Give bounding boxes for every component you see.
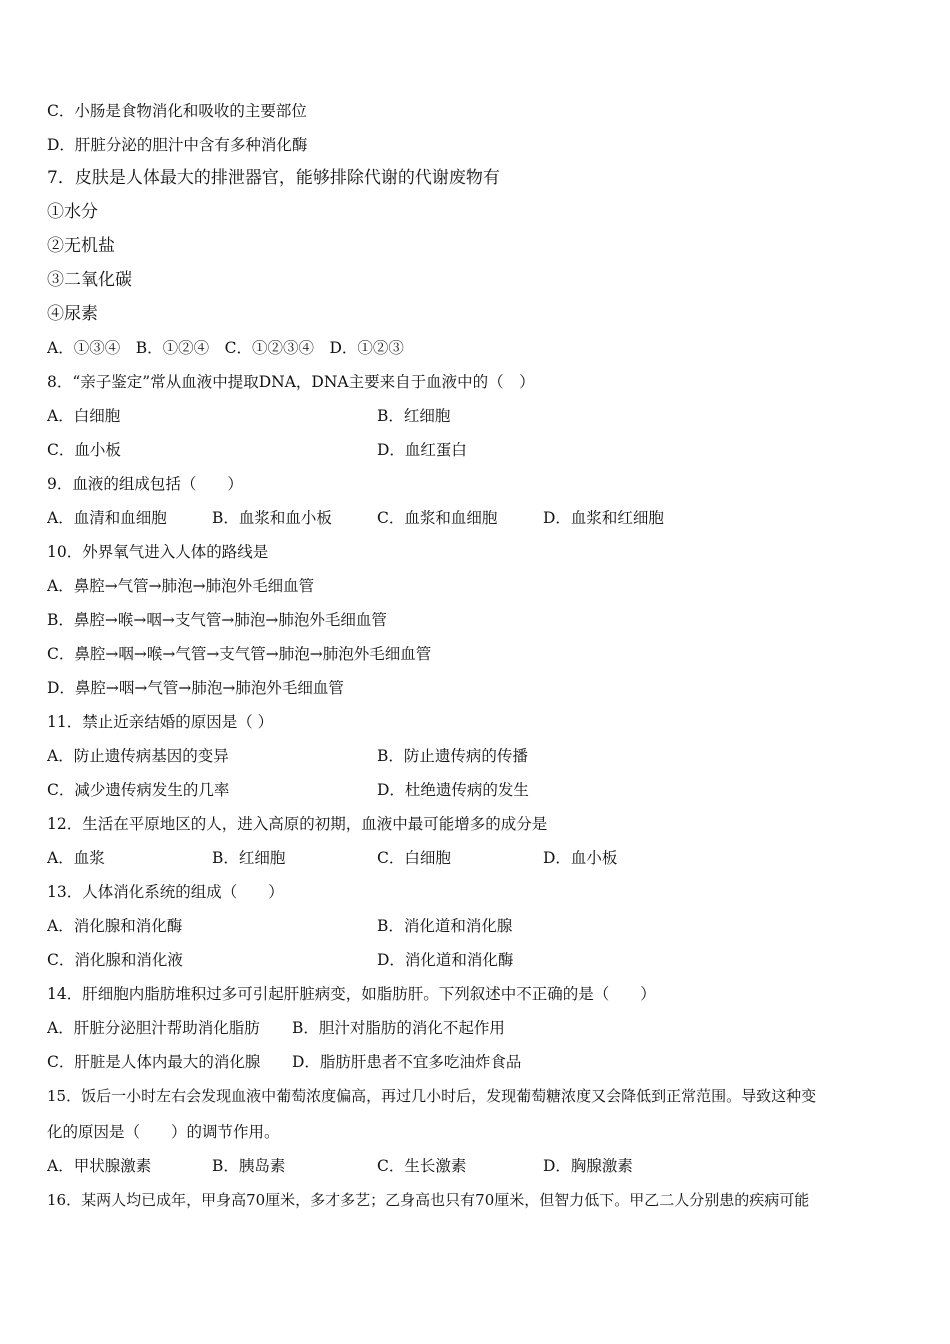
q8-option-a: A．白细胞 bbox=[47, 407, 121, 425]
q11-stem: 11．禁止近亲结婚的原因是（ ） bbox=[47, 713, 274, 731]
q8-stem: 8．“亲子鉴定”常从血液中提取DNA，DNA主要来自于血液中的（ ） bbox=[47, 373, 535, 391]
q9-stem: 9．血液的组成包括（ ） bbox=[47, 475, 243, 493]
q12-option-d: D．血小板 bbox=[543, 849, 618, 867]
q11-option-c: C．减少遗传病发生的几率 bbox=[47, 781, 230, 799]
q10-stem: 10．外界氧气进入人体的路线是 bbox=[47, 543, 269, 561]
q15-option-d: D．胸腺激素 bbox=[543, 1157, 633, 1175]
q12-option-a: A．血浆 bbox=[47, 849, 105, 867]
q15-option-a: A．甲状腺激素 bbox=[47, 1157, 152, 1175]
q9-option-d: D．血浆和红细胞 bbox=[543, 509, 664, 527]
q13-option-b: B．消化道和消化腺 bbox=[377, 917, 513, 935]
q12-stem: 12．生活在平原地区的人，进入高原的初期，血液中最可能增多的成分是 bbox=[47, 815, 548, 833]
q12-option-c: C．白细胞 bbox=[377, 849, 451, 867]
q9-option-b: B．血浆和血小板 bbox=[212, 509, 332, 527]
q13-option-a: A．消化腺和消化酶 bbox=[47, 917, 183, 935]
q11-option-a: A．防止遗传病基因的变异 bbox=[47, 747, 229, 765]
q14-option-a: A．肝脏分泌胆汁帮助消化脂肪 bbox=[47, 1019, 260, 1037]
q10-option-d: D．鼻腔→咽→气管→肺泡→肺泡外毛细血管 bbox=[47, 679, 344, 697]
q7-item-1: ①水分 bbox=[47, 202, 98, 222]
q11-option-b: B．防止遗传病的传播 bbox=[377, 747, 528, 765]
q15-option-b: B．胰岛素 bbox=[212, 1157, 286, 1175]
q10-option-c: C．鼻腔→咽→喉→气管→支气管→肺泡→肺泡外毛细血管 bbox=[47, 645, 432, 663]
q10-option-b: B．鼻腔→喉→咽→支气管→肺泡→肺泡外毛细血管 bbox=[47, 611, 387, 629]
q7-item-3: ③二氧化碳 bbox=[47, 270, 132, 290]
q15-stem-line1: 15．饭后一小时左右会发现血液中葡萄浓度偏高，再过几小时后，发现葡萄糖浓度又会降低到正常范围。导致这种变 bbox=[47, 1087, 817, 1105]
q8-option-c: C．血小板 bbox=[47, 441, 121, 459]
q11-option-d: D．杜绝遗传病的发生 bbox=[377, 781, 529, 799]
q14-option-d: D．脂肪肝患者不宜多吃油炸食品 bbox=[292, 1053, 522, 1071]
q13-stem: 13．人体消化系统的组成（ ） bbox=[47, 883, 284, 901]
q13-option-d: D．消化道和消化酶 bbox=[377, 951, 514, 969]
q6-option-c: C．小肠是食物消化和吸收的主要部位 bbox=[47, 102, 307, 120]
q7-item-4: ④尿素 bbox=[47, 304, 98, 324]
q10-option-a: A．鼻腔→气管→肺泡→肺泡外毛细血管 bbox=[47, 577, 315, 595]
q15-stem-line2: 化的原因是（ ）的调节作用。 bbox=[47, 1123, 280, 1141]
q6-option-d: D．肝脏分泌的胆汁中含有多种消化酶 bbox=[47, 136, 308, 154]
q9-option-a: A．血清和血细胞 bbox=[47, 509, 167, 527]
q8-option-b: B．红细胞 bbox=[377, 407, 451, 425]
q14-stem: 14．肝细胞内脂肪堆积过多可引起肝脏病变，如脂肪肝。下列叙述中不正确的是（ ） bbox=[47, 985, 656, 1003]
q7-stem: 7．皮肤是人体最大的排泄器官，能够排除代谢的代谢废物有 bbox=[47, 168, 500, 188]
q16-stem: 16．某两人均已成年，甲身高70厘米，多才多艺；乙身高也只有70厘米，但智力低下。甲乙二人分别患的疾病可能 bbox=[47, 1191, 810, 1209]
q14-option-c: C．肝脏是人体内最大的消化腺 bbox=[47, 1053, 261, 1071]
q7-item-2: ②无机盐 bbox=[47, 236, 115, 256]
q14-option-b: B．胆汁对脂肪的消化不起作用 bbox=[292, 1019, 505, 1037]
q7-options: A．①③④ B．①②④ C．①②③④ D．①②③ bbox=[47, 339, 404, 357]
q8-option-d: D．血红蛋白 bbox=[377, 441, 467, 459]
q15-option-c: C．生长激素 bbox=[377, 1157, 467, 1175]
q9-option-c: C．血浆和血细胞 bbox=[377, 509, 498, 527]
q13-option-c: C．消化腺和消化液 bbox=[47, 951, 183, 969]
q12-option-b: B．红细胞 bbox=[212, 849, 286, 867]
